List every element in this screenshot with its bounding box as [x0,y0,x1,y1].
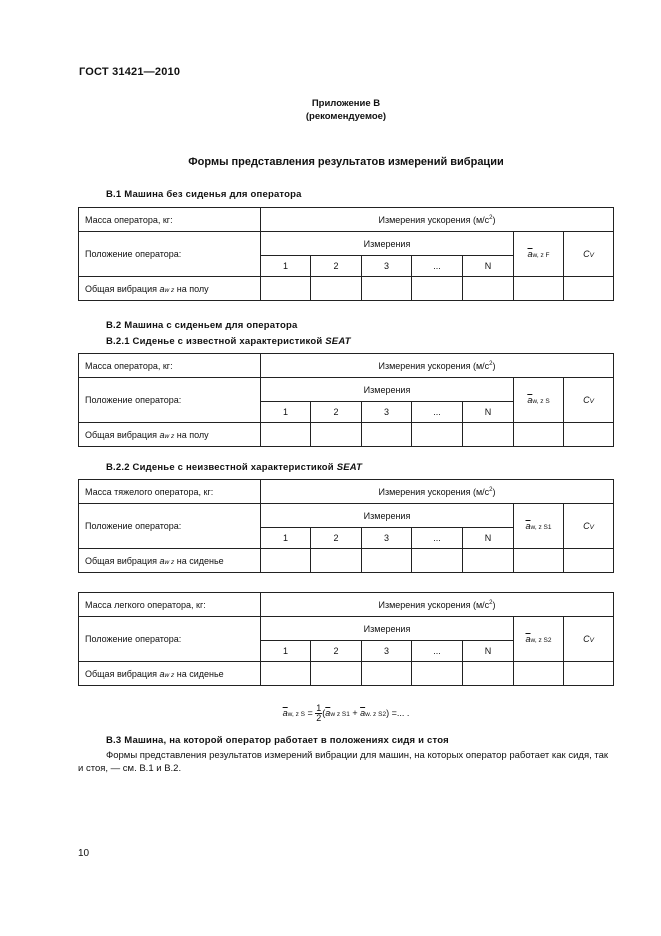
col-3: 3 [362,528,412,549]
operator-position-label: Положение оператора: [79,504,261,549]
cell [514,549,564,573]
vibration-label: Общая вибрация aw z на полу [79,277,261,301]
cell [412,423,463,447]
col-n: N [463,256,514,277]
col-ellipsis: ... [412,402,463,423]
cell [261,549,311,573]
vibration-label: Общая вибрация aw z на сиденье [79,549,261,573]
appendix-subtitle: (рекомендуемое) [305,111,387,122]
fraction: $\frac{1}{2}$ [316,703,322,723]
table-b21 [78,353,614,447]
cell [261,277,311,301]
vibration-label: Общая вибрация aw z на сиденье [79,662,261,686]
section-b3-heading: В.3 Машина, на которой оператор работает в положениях сидя и стоя [106,735,449,746]
cell [311,549,362,573]
col-n: N [463,528,514,549]
cv-header: CV [564,232,614,277]
cell [362,662,412,686]
cell [412,277,463,301]
section-b2-heading: В.2 Машина с сиденьем для оператора [106,320,298,331]
cell [564,662,614,686]
cell [514,423,564,447]
vibration-label: Общая вибрация aw z на полу [79,423,261,447]
accel-header: Измерения ускорения $(м/с^2)$ [261,480,614,504]
average-header: $\overline{a}w$, z S2 [514,617,564,662]
cell [261,662,311,686]
col-3: 3 [362,641,412,662]
cell [412,549,463,573]
cell [463,423,514,447]
col-2: 2 [311,256,362,277]
body-paragraph: Формы представления результатов измерений вибрации для машин, на которых оператор работает как сидя, так и стоя, — см. В.1 и В.2. [78,750,609,774]
measurements-header: Измерения [261,378,514,402]
cell [463,277,514,301]
table-b1 [78,207,614,301]
col-3: 3 [362,402,412,423]
accel-header: Измерения ускорения $(м/с^2)$ [261,208,614,232]
col-n: N [463,641,514,662]
accel-header: Измерения ускорения $(м/с^2)$ [261,593,614,617]
mass-label: Масса оператора, кг: [79,354,261,378]
page-number: 10 [78,848,90,859]
average-header: $\overline{a}w$, z S1 [514,504,564,549]
cv-header: CV [564,378,614,423]
cell [463,549,514,573]
col-ellipsis: ... [412,641,463,662]
mass-label: Масса оператора, кг: [79,208,261,232]
standard-code: ГОСТ 31421—2010 [79,66,181,78]
section-b1-heading: В.1 Машина без сиденья для оператора [106,189,302,200]
cell [463,662,514,686]
cell [311,423,362,447]
operator-position-label: Положение оператора: [79,378,261,423]
section-b21-heading: В.2.1 Сиденье с известной характеристикой SEAT [106,336,351,347]
average-formula: $\overline{a}w$, z S = $\frac{1}{2}$ ($\overline{a}w$ z $S1 + \overline{a}w$. z S2) =... . [282,703,410,723]
mass-label: Масса тяжелого оператора, кг: [79,480,261,504]
col-ellipsis: ... [412,256,463,277]
table-b22-heavy [78,479,614,573]
measurements-header: Измерения [261,232,514,256]
cell [311,277,362,301]
col-n: N [463,402,514,423]
cv-header: CV [564,617,614,662]
operator-position-label: Положение оператора: [79,232,261,277]
table-b22-light [78,592,614,686]
measurements-header: Измерения [261,504,514,528]
appendix-title: Приложение В [311,98,381,109]
cv-header: CV [564,504,614,549]
col-2: 2 [311,641,362,662]
col-3: 3 [362,256,412,277]
cell [311,662,362,686]
col-1: 1 [261,402,311,423]
mass-label: Масса легкого оператора, кг: [79,593,261,617]
average-header: $\overline{a}w$, z S [514,378,564,423]
cell [362,277,412,301]
page-title: Формы представления результатов измерений вибрации [188,156,504,168]
cell [261,423,311,447]
cell [514,662,564,686]
cell [362,549,412,573]
col-1: 1 [261,528,311,549]
operator-position-label: Положение оператора: [79,617,261,662]
col-2: 2 [311,528,362,549]
col-1: 1 [261,256,311,277]
accel-header: Измерения ускорения $(м/с^2)$ [261,354,614,378]
cell [564,423,614,447]
col-1: 1 [261,641,311,662]
cell [514,277,564,301]
col-2: 2 [311,402,362,423]
col-ellipsis: ... [412,528,463,549]
cell [564,549,614,573]
cell [362,423,412,447]
section-b22-heading: В.2.2 Сиденье с неизвестной характеристикой SEAT [106,462,363,473]
average-header: $\overline{a}w$, z F [514,232,564,277]
cell [564,277,614,301]
cell [412,662,463,686]
measurements-header: Измерения [261,617,514,641]
